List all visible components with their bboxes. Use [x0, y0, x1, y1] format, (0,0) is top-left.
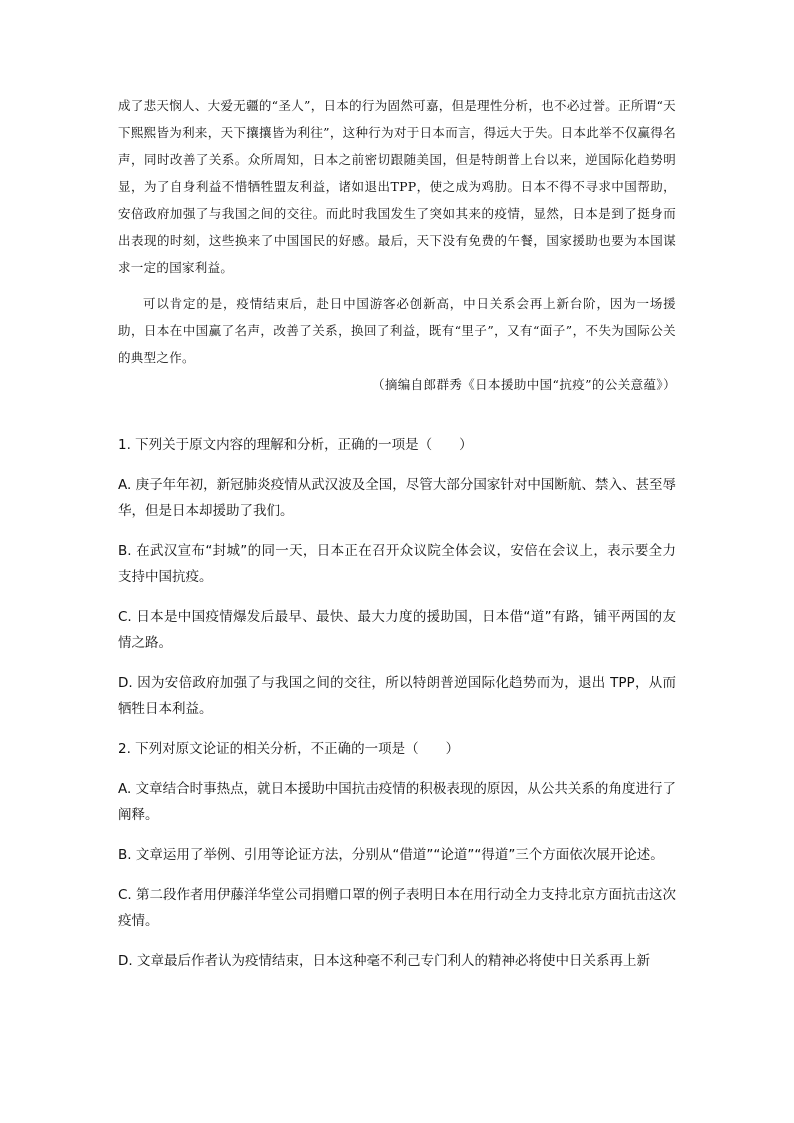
- question-1-stem: 1. 下列关于原文内容的理解和分析，正确的一项是（ ）: [118, 437, 473, 453]
- question-1-option-d: D. 因为安倍政府加强了与我国之间的交往，所以特朗普逆国际化趋势而为，退出 TPP，从而牺牲日本利益。: [118, 675, 676, 717]
- reading-passage: [118, 92, 676, 398]
- question-1-option-c: C. 日本是中国疫情爆发后最早、最快、最大力度的援助国，日本借“道”有路，铺平两国的友情之路。: [118, 609, 676, 651]
- question-2: [118, 736, 676, 974]
- question-2-option-c: C. 第二段作者用伊藤洋华堂公司捐赠口罩的例子表明日本在用行动全力支持北京方面抗击这次疫情。: [118, 887, 677, 929]
- question-1-option-a: A. 庚子年年初，新冠肺炎疫情从武汉波及全国，尽管大部分国家针对中国断航、禁入、甚至辱华，但是日本却援助了我们。: [118, 477, 676, 519]
- question-2-option-d: D. 文章最后作者认为疫情结束，日本这种毫不利己专门利人的精神必将使中日关系再上新: [118, 953, 650, 969]
- question-section: [118, 432, 676, 988]
- passage-paragraph-2: 可以肯定的是，疫情结束后，赴日中国游客必创新高，中日关系会再上新台阶，因为一场援助，日本在中国赢了名声，改善了关系，换回了利益，既有“里子”，又有“面子”，不失为国际公关的典型之作。: [118, 296, 676, 365]
- question-1-option-b: B. 在武汉宣布“封城”的同一天，日本正在召开众议院全体会议，安倍在会议上，表示要全力支持中国抗疫。: [118, 543, 676, 585]
- question-2-option-b: B. 文章运用了举例、引用等论证方法，分别从“借道”“论道”“得道”三个方面依次展开论述。: [118, 847, 664, 863]
- question-2-option-a: A. 文章结合时事热点，就日本援助中国抗击疫情的积极表现的原因，从公共关系的角度进行了阐释。: [118, 781, 676, 823]
- passage-paragraph-1: 成了悲天悯人、大爱无疆的“圣人”，日本的行为固然可嘉，但是理性分析，也不必过誉。正所谓“天下熙熙皆为利来，天下攘攘皆为利往”，这种行为对于日本而言，得远大于失。日本此举不仅赢得名声，同时改善了关系。众所周知，日本之前密切跟随美国，但是特朗普上台以来，逆国际化趋势明显，为了自身利益不惜牺牲盟友利益，诸如退出TPP，使之成为鸡肋。日本不得不寻求中国帮助，安倍政府加强了与我国之间的交往。而此时我国发生了突如其来的疫情，显然，日本是到了挺身而出表现的时刻，这些换来了中国国民的好感。最后，天下没有免费的午餐，国家援助也要为本国谋求一定的国家利益。: [118, 98, 676, 275]
- question-1: [118, 432, 676, 722]
- passage-source-citation: （摘编自郎群秀《日本援助中国“抗疫”的公关意蕴》）: [371, 377, 676, 392]
- question-2-stem: 2. 下列对原文论证的相关分析，不正确的一项是（ ）: [118, 741, 460, 757]
